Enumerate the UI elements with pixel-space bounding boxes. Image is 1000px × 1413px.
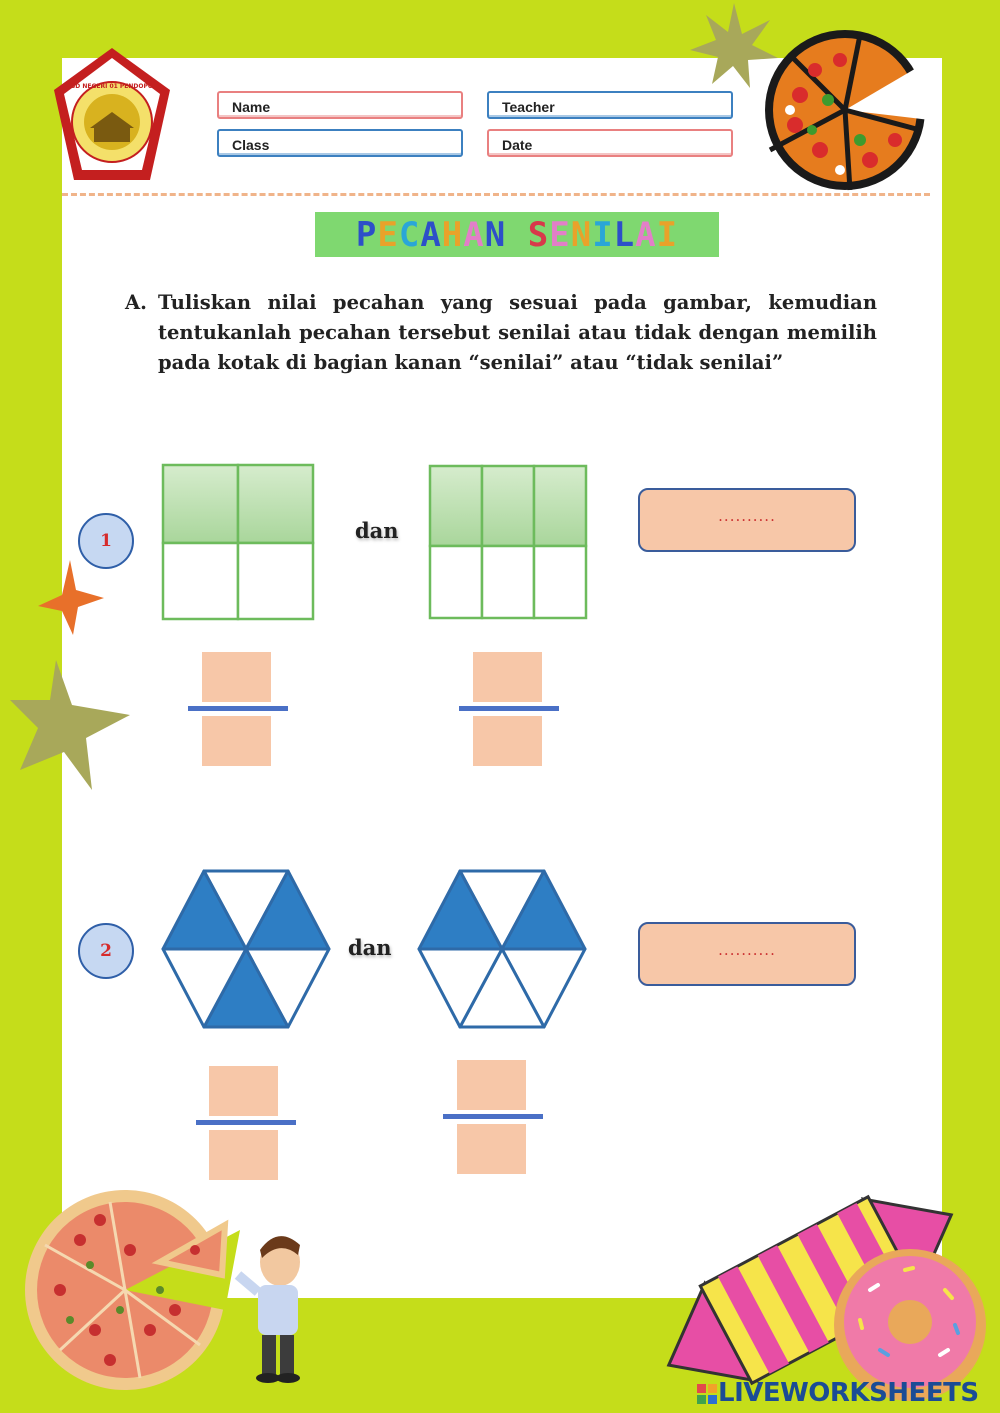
denominator-input[interactable] xyxy=(202,716,271,766)
title-letter xyxy=(506,215,527,255)
instruction-label: A. xyxy=(125,291,147,314)
denominator-input[interactable] xyxy=(473,716,542,766)
header-divider xyxy=(62,193,930,196)
title-letter: I xyxy=(592,215,614,255)
fraction-figure-hexagon-right xyxy=(416,866,588,1034)
fraction-figure-rect-2x2 xyxy=(160,462,318,622)
conjunction-text: dan xyxy=(355,518,399,543)
logo-text: SD NEGERI 01 PENDOPO xyxy=(70,83,154,90)
numerator-input[interactable] xyxy=(202,652,271,702)
name-field[interactable]: Name xyxy=(217,91,463,119)
title-letter: L xyxy=(613,215,636,255)
title-letter: N xyxy=(570,215,593,255)
instruction xyxy=(125,288,877,378)
fraction-figure-hexagon-left xyxy=(160,866,332,1034)
star-icon xyxy=(690,3,778,88)
title-letter: A xyxy=(463,215,485,255)
question-number: 2 xyxy=(78,923,134,979)
fraction-bar xyxy=(188,706,288,711)
title-letter: E xyxy=(549,215,571,255)
liveworksheets-watermark xyxy=(696,1378,979,1408)
title-letter: A xyxy=(420,215,442,255)
watermark-text: LIVEWORKSHEETS xyxy=(718,1378,979,1408)
fraction-bar xyxy=(443,1114,543,1119)
title-letter: A xyxy=(635,215,657,255)
pizza-icon xyxy=(765,30,930,190)
star-icon xyxy=(10,660,130,790)
date-field[interactable]: Date xyxy=(487,129,733,157)
teacher-field[interactable]: Teacher xyxy=(487,91,733,119)
title-letter: E xyxy=(377,215,399,255)
numerator-input[interactable] xyxy=(457,1060,526,1110)
question-number: 1 xyxy=(78,513,134,569)
conjunction-text: dan xyxy=(348,935,392,960)
school-logo xyxy=(50,44,175,189)
instruction-text: Tuliskan nilai pecahan yang sesuai pada gambar, kemudian tentukanlah pecahan tersebut senilai atau tidak dengan memilih pada kotak di bagian kanan “senilai” atau “tidak senilai” xyxy=(158,291,877,374)
class-field[interactable]: Class xyxy=(217,129,463,157)
fraction-figure-rect-3x2 xyxy=(427,463,589,621)
fraction-bar xyxy=(196,1120,296,1125)
star-icon xyxy=(38,560,104,635)
numerator-input[interactable] xyxy=(209,1066,278,1116)
numerator-input[interactable] xyxy=(473,652,542,702)
answer-dropdown-2[interactable]: .......... xyxy=(638,922,856,986)
denominator-input[interactable] xyxy=(209,1130,278,1180)
boy-illustration xyxy=(238,1236,300,1383)
worksheet-title xyxy=(315,212,719,257)
answer-dropdown-1[interactable]: .......... xyxy=(638,488,856,552)
title-letter: H xyxy=(441,215,464,255)
fraction-bar xyxy=(459,706,559,711)
title-letter: S xyxy=(527,215,550,255)
title-letter: I xyxy=(656,215,679,255)
pizza-icon xyxy=(25,1190,240,1390)
title-letter: P xyxy=(355,215,378,255)
denominator-input[interactable] xyxy=(457,1124,526,1174)
title-letter: C xyxy=(398,215,421,255)
title-letter: N xyxy=(484,215,507,255)
